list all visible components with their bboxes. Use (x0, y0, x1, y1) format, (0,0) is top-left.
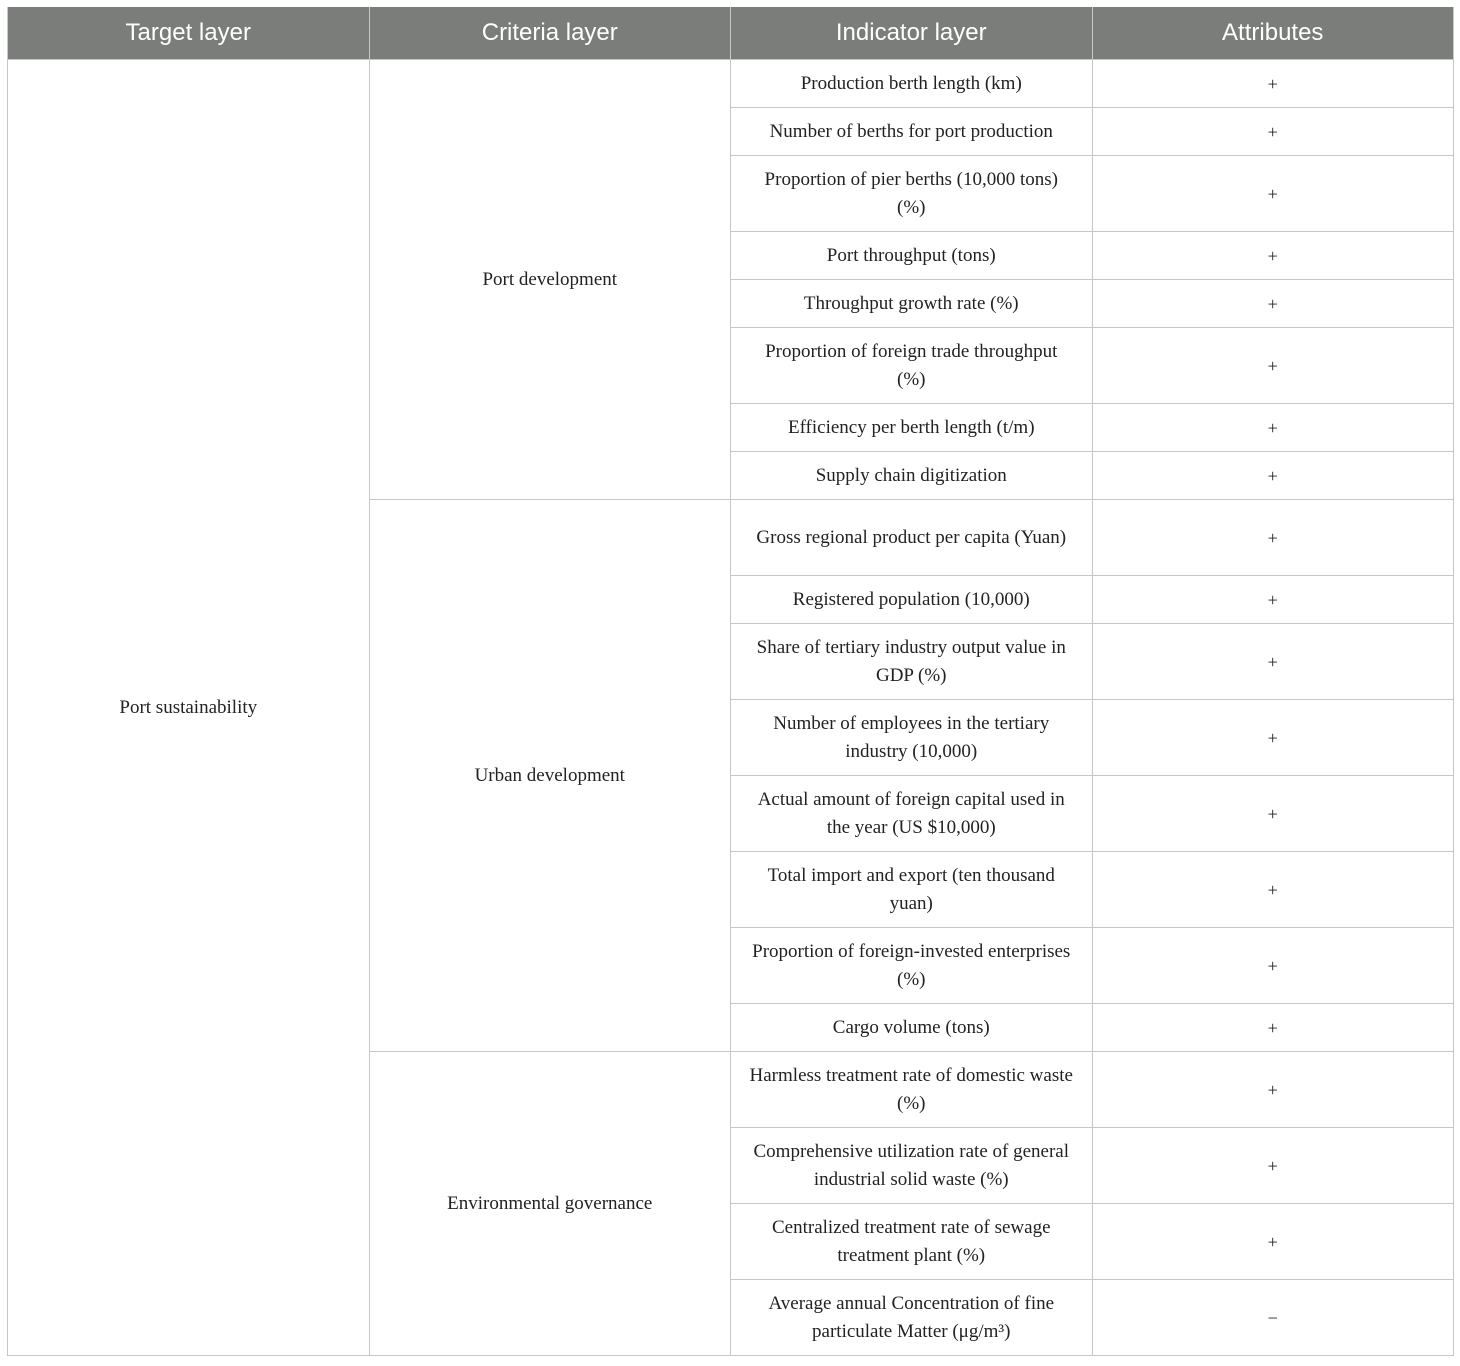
indicator-cell: Average annual Concentration of fine particulate Matter (μg/m³) (731, 1280, 1093, 1356)
indicator-cell: Efficiency per berth length (t/m) (731, 404, 1093, 452)
indicator-cell: Number of berths for port production (731, 108, 1093, 156)
attribute-cell: + (1092, 108, 1454, 156)
attribute-cell: + (1092, 500, 1454, 576)
indicator-cell: Gross regional product per capita (Yuan) (731, 500, 1093, 576)
attribute-cell: + (1092, 776, 1454, 852)
header-target-layer: Target layer (8, 7, 370, 60)
indicator-cell: Port throughput (tons) (731, 232, 1093, 280)
criteria-cell-environmental-governance: Environmental governance (369, 1052, 731, 1356)
attribute-cell: + (1092, 156, 1454, 232)
table-row (8, 60, 1454, 108)
indicator-table-container (7, 7, 1453, 1356)
indicator-cell: Registered population (10,000) (731, 576, 1093, 624)
indicator-system-table (7, 7, 1454, 1356)
attribute-cell: + (1092, 576, 1454, 624)
table-body (8, 60, 1454, 1356)
indicator-cell: Number of employees in the tertiary industry (10,000) (731, 700, 1093, 776)
criteria-cell-urban-development: Urban development (369, 500, 731, 1052)
attribute-cell: + (1092, 280, 1454, 328)
attribute-cell: + (1092, 1128, 1454, 1204)
indicator-cell: Proportion of foreign-invested enterprises (%) (731, 928, 1093, 1004)
header-indicator-layer: Indicator layer (731, 7, 1093, 60)
attribute-cell: + (1092, 1204, 1454, 1280)
indicator-cell: Harmless treatment rate of domestic waste (%) (731, 1052, 1093, 1128)
indicator-cell: Actual amount of foreign capital used in the year (US $10,000) (731, 776, 1093, 852)
attribute-cell: + (1092, 1052, 1454, 1128)
header-row (8, 7, 1454, 60)
indicator-cell: Proportion of foreign trade throughput (%) (731, 328, 1093, 404)
indicator-cell: Proportion of pier berths (10,000 tons) (%) (731, 156, 1093, 232)
indicator-cell: Production berth length (km) (731, 60, 1093, 108)
attribute-cell: + (1092, 1004, 1454, 1052)
header-attributes: Attributes (1092, 7, 1454, 60)
attribute-cell: − (1092, 1280, 1454, 1356)
indicator-cell: Centralized treatment rate of sewage treatment plant (%) (731, 1204, 1093, 1280)
attribute-cell: + (1092, 404, 1454, 452)
attribute-cell: + (1092, 452, 1454, 500)
attribute-cell: + (1092, 852, 1454, 928)
attribute-cell: + (1092, 232, 1454, 280)
indicator-cell: Supply chain digitization (731, 452, 1093, 500)
indicator-cell: Comprehensive utilization rate of general industrial solid waste (%) (731, 1128, 1093, 1204)
attribute-cell: + (1092, 624, 1454, 700)
attribute-cell: + (1092, 928, 1454, 1004)
header-criteria-layer: Criteria layer (369, 7, 731, 60)
criteria-cell-port-development: Port development (369, 60, 731, 500)
indicator-cell: Throughput growth rate (%) (731, 280, 1093, 328)
indicator-cell: Total import and export (ten thousand yuan) (731, 852, 1093, 928)
target-cell: Port sustainability (8, 60, 370, 1356)
indicator-cell: Share of tertiary industry output value in GDP (%) (731, 624, 1093, 700)
indicator-cell: Cargo volume (tons) (731, 1004, 1093, 1052)
attribute-cell: + (1092, 328, 1454, 404)
table-header (8, 7, 1454, 60)
attribute-cell: + (1092, 700, 1454, 776)
attribute-cell: + (1092, 60, 1454, 108)
